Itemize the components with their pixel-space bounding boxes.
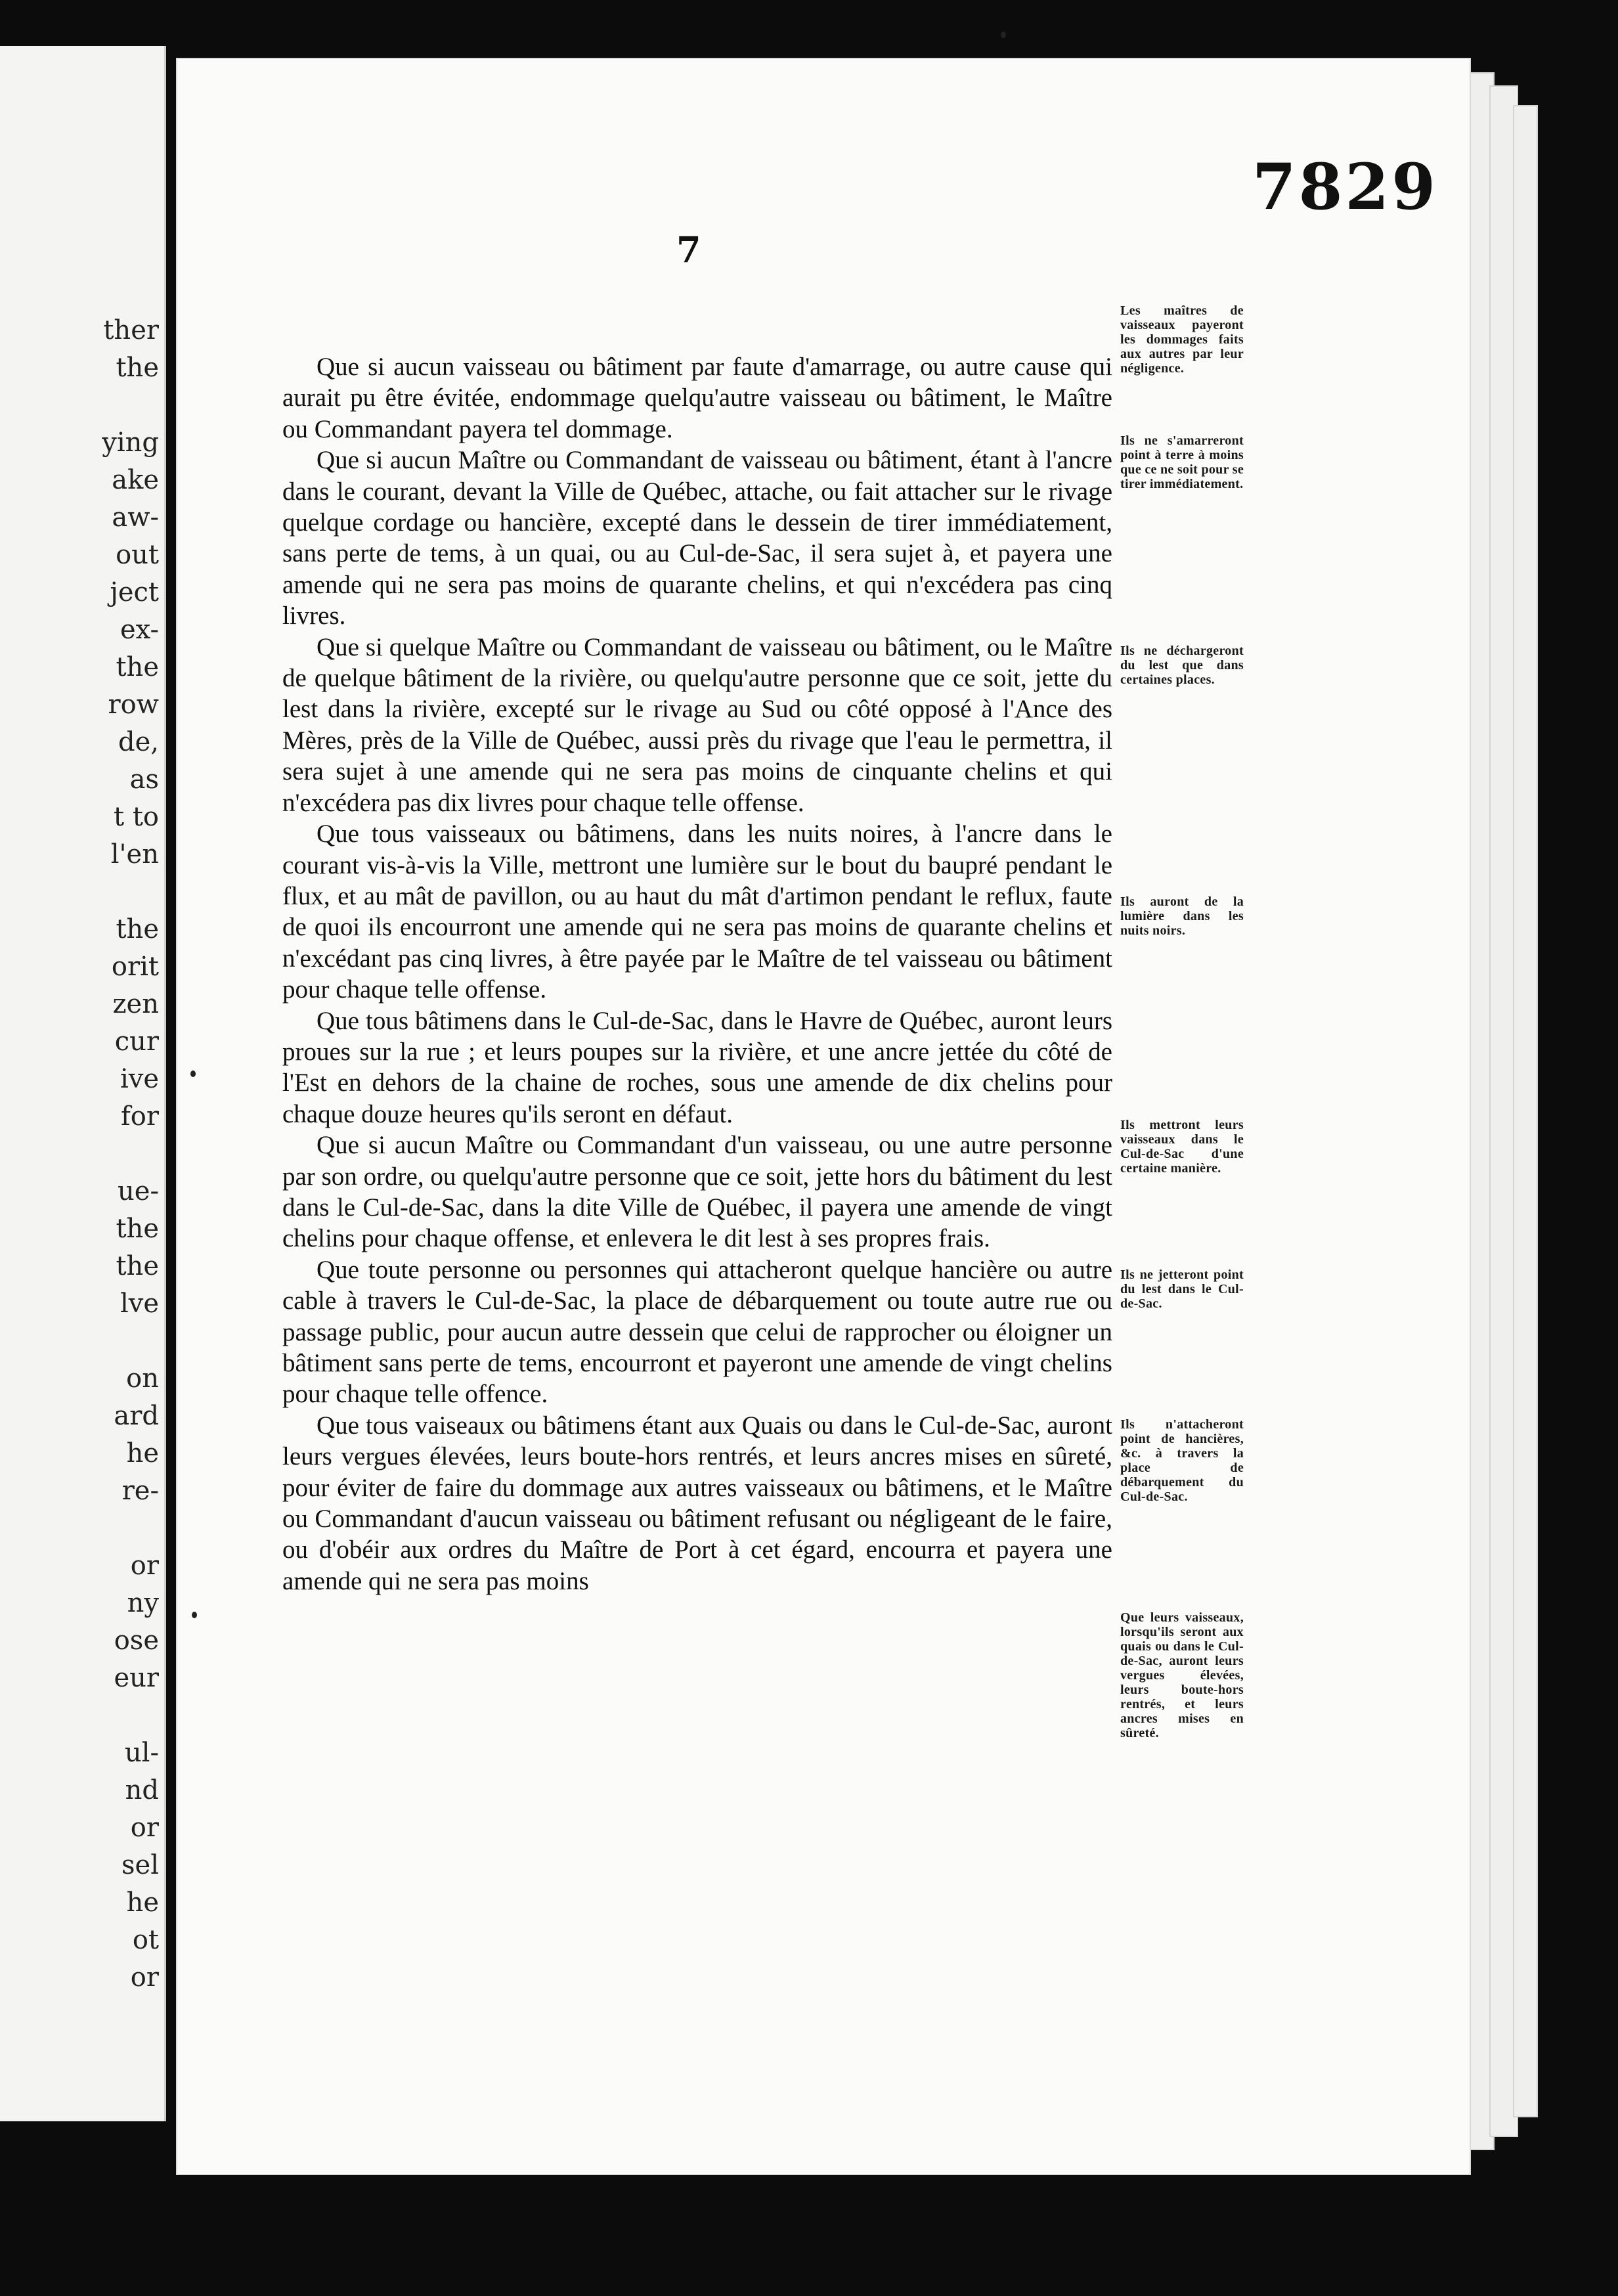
paragraph: Que si quelque Maître ou Commandant de vaisseau ou bâtiment, ou le Maître de quelque bâtiment de la rivière, ou quelqu'autre personne que ce soit, jette du lest dans la rivière, excepté sur le rivage au Sud ou côté opposé à l'Ance des Mères, près de la Ville de Québec, aussi près du rivage que l'eau le permettra, il sera sujet à une amende qui ne sera pas moins de cinquante chelins et qui n'excédera pas dix livres pour chaque telle offense. (282, 632, 1112, 817)
document-page (176, 58, 1471, 2175)
facing-page-text: zen (112, 989, 159, 1019)
facing-page-text: or (130, 1962, 159, 1993)
paragraph: Que toute personne ou personnes qui attacheront quelque hancière ou autre cable à travers le Cul-de-Sac, la place de débarquement ou toute autre rue ou passage public, pour aucun autre dessein que celui de rapprocher ou éloigner un bâtiment sans perte de tems, encourront et payeront une amende de vingt chelins pour chaque telle offence. (282, 1255, 1112, 1409)
facing-page-text: nd (125, 1775, 159, 1805)
facing-page-text: cur (114, 1027, 159, 1057)
facing-page-text: ject (110, 577, 159, 607)
facing-page-text: the (116, 1251, 159, 1281)
facing-page-text: the (116, 1214, 159, 1244)
facing-page-text: ose (114, 1625, 159, 1656)
facing-page-text: lve (120, 1289, 159, 1319)
facing-page-text: the (116, 353, 159, 383)
facing-page-text: l'en (110, 839, 159, 870)
facing-page-text: ard (114, 1401, 159, 1431)
facing-page-text: ex- (120, 615, 159, 645)
facing-page-text: as (129, 764, 159, 795)
facing-page-text: ue- (118, 1176, 159, 1206)
facing-page-text: ying (102, 428, 159, 458)
paragraph: Que si aucun Maître ou Commandant de vaisseau ou bâtiment, étant à l'ancre dans le courant, devant la Ville de Québec, attache, ou fait attacher sur le rivage quelque cordage ou hancière, excepté dans le dessein de tirer immédiatement, sans perte de tems, à un quai, ou au Cul-de-Sac, il sera sujet à, et payera une amende qui ne sera pas moins de quarante chelins, et qui n'excédera pas cinq livres. (282, 446, 1112, 630)
facing-page-text: ive (120, 1064, 159, 1094)
facing-page-text: the (116, 914, 159, 944)
scan-speck (1001, 32, 1006, 38)
page-edge (1513, 105, 1538, 2117)
margin-note: Ils auront de la lumière dans les nuits noirs. (1120, 894, 1244, 938)
margin-note: Les maîtres de vaisseaux payeront les dommages faits aux autres par leur négligence. (1120, 303, 1244, 376)
body-text (282, 351, 1112, 1597)
facing-page-text: t to (114, 802, 159, 832)
margin-note: Que leurs vaisseaux, lorsqu'ils seront aux quais ou dans le Cul-de-Sac, auront leurs vergues élevées, leurs boute-hors rentrés, et leurs ancres mises en sûreté. (1120, 1610, 1244, 1740)
facing-page-text: de, (118, 727, 159, 757)
facing-page-text: on (126, 1363, 159, 1394)
paragraph: Que si aucun vaisseau ou bâtiment par faute d'amarrage, ou autre cause qui aurait pu être évitée, endommage quelqu'autre vaisseau ou bâtiment, le Maître ou Commandant payera tel dommage. (282, 353, 1112, 443)
facing-page-text: he (126, 1438, 159, 1468)
margin-note: Ils ne déchargeront du lest que dans certaines places. (1120, 644, 1244, 687)
margin-note: Ils n'attacheront point de hancières, &c. à travers la place de débarquement du Cul-de-Sac. (1120, 1417, 1244, 1504)
margin-note: Ils ne s'amarreront point à terre à moins que ce ne soit pour se tirer immédiatement. (1120, 433, 1244, 491)
facing-page-text: row (108, 690, 159, 720)
paragraph: Que tous bâtimens dans le Cul-de-Sac, dans le Havre de Québec, auront leurs proues sur la rue ; et leurs poupes sur la rivière, et une ancre jettée du côté de l'Est en dehors de la chaine de roches, sous une amende de dix chelins pour chaque douze heures qu'ils seront en défaut. (282, 1006, 1112, 1128)
facing-page-text: ny (127, 1588, 159, 1618)
facing-page-text: for (120, 1101, 159, 1132)
margin-note: Ils ne jetteront point du lest dans le Cul-de-Sac. (1120, 1268, 1244, 1311)
page-number: 7 (676, 229, 701, 271)
facing-page-text: he (126, 1888, 159, 1918)
folio-number: 7829 (1252, 150, 1438, 224)
paragraph: Que si aucun Maître ou Commandant d'un vaisseau, ou une autre personne par son ordre, ou quelqu'autre personne que ce soit, jette hors du bâtiment du lest dans le Cul-de-Sac, dans la dite Ville de Québec, il payera une amende de vingt chelins pour chaque offense, et enlevera le dit lest à ses propres frais. (282, 1131, 1112, 1253)
paragraph: Que tous vaisseaux ou bâtimens, dans les nuits noires, à l'ancre dans le courant vis-à-vis la Ville, mettront une lumière sur le bout du baupré pendant le flux, et au mât de pavillon, ou au haut du mât d'artimon pendant le reflux, faute de quoi ils encourront une amende qui ne sera pas moins de quarante chelins et n'excédant pas cinq livres, à être payée par le Maître de tel vaisseau ou bâtiment pour chaque telle offense. (282, 820, 1112, 1004)
margin-note: Ils mettront leurs vaisseaux dans le Cul-de-Sac d'une certaine manière. (1120, 1118, 1244, 1176)
facing-page-text: out (116, 540, 159, 570)
facing-page-text: sel (121, 1850, 159, 1880)
scan-speck (192, 1612, 197, 1618)
facing-page-text: aw- (112, 502, 159, 533)
facing-page-text: or (130, 1551, 159, 1581)
facing-page-text: orit (111, 952, 159, 982)
facing-page-text: ul- (124, 1738, 159, 1768)
facing-page-text: or (130, 1813, 159, 1843)
facing-page-text: eur (114, 1663, 159, 1693)
scan-speck (190, 1071, 196, 1077)
facing-page-text: re- (121, 1476, 159, 1506)
facing-page-text: ake (112, 465, 159, 495)
facing-page-fragment (0, 46, 166, 2121)
facing-page-text: ot (132, 1925, 159, 1955)
paragraph: Que tous vaiseaux ou bâtimens étant aux Quais ou dans le Cul-de-Sac, auront leurs vergues élevées, leurs boute-hors rentrés, et leurs ancres mises en sûreté, pour éviter de faire du dommage aux autres vaisseaux ou bâtimens, et le Maître ou Commandant d'aucun vaisseau ou bâtiment refusant ou négligeant de le faire, ou d'obéir aux ordres du Maître de Port à cet égard, encourra et payera une amende qui ne sera pas moins (282, 1411, 1112, 1595)
facing-page-text: ther (103, 315, 159, 345)
facing-page-text: the (116, 652, 159, 682)
